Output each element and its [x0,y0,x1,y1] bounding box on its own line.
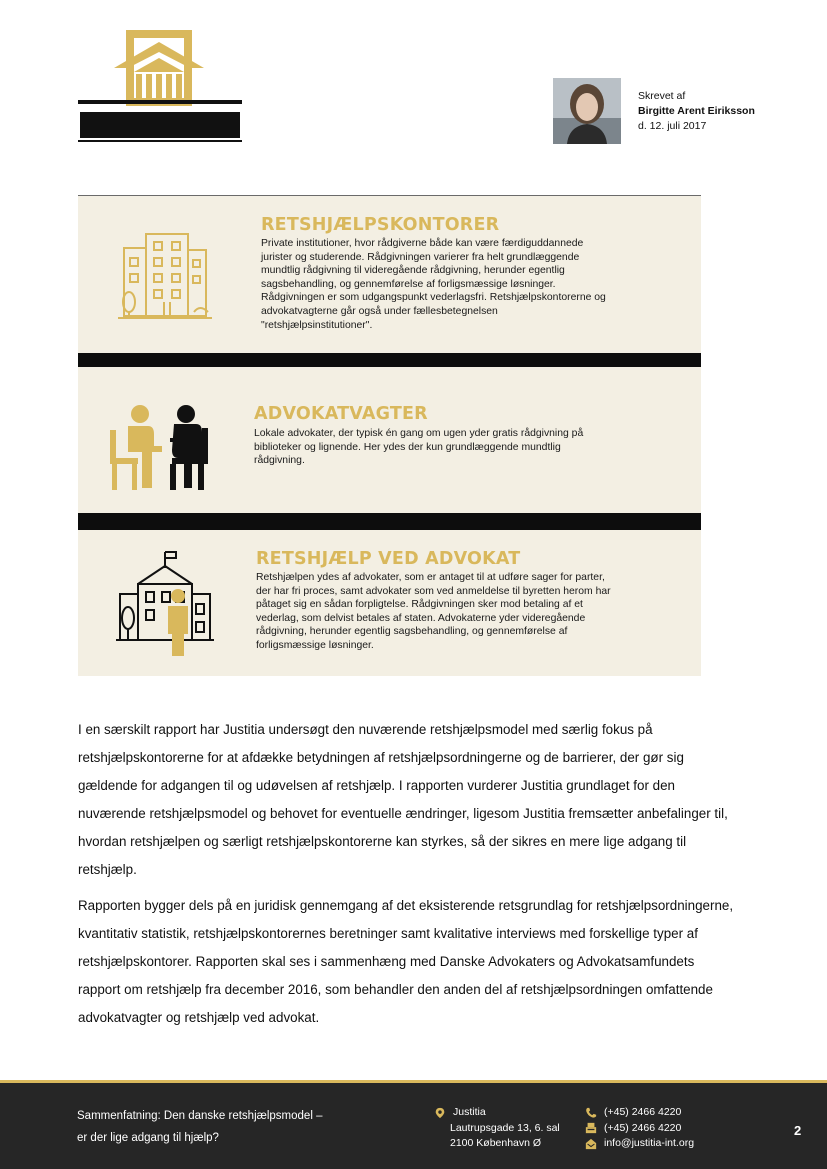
page-number: 2 [794,1123,802,1138]
org-name: Justitia [453,1106,486,1118]
panel-title: ADVOKATVAGTER [254,404,428,424]
email-icon [584,1138,598,1150]
panel-divider [78,513,701,530]
fax-icon [584,1122,598,1134]
panel-description: Private institutioner, hvor rådgiverne både kan være færdiguddannede jurister og studerende. Rådgivningen varierer fra helt grundlæggende mundtlig rådgivning til videregående rådgivning, herunder egentlig sagsbehandling, og gennemførelse af forligsmæssige løsninger. Rådgivningen er som udgangspunkt vederlagsfri. Retshjælpskontorerne og advokatvagterne går også under fællesbetegnelsen "retshjælpsinstitutioner". [261,238,606,331]
footer-contact [584,1105,694,1152]
panel-divider [78,353,701,367]
location-pin-icon [433,1107,447,1119]
email-address[interactable]: info@justitia-int.org [604,1137,695,1149]
office-building-icon [118,232,212,322]
author-label: Skrevet af [638,90,686,102]
publish-date: d. 12. juli 2017 [638,120,707,132]
panel-description: Retshjælpen ydes af advokater, som er antaget til at udføre sager for parter, der har fri proces, samt advokater som ved anmeldelse til byretten herom har påtaget sig en sådan forpligtelse. Rådgivningen sker mod betaling af et vederlag, som delvist betales af staten. Advokaterne yder videregående rådgivning, herunder egentlig sagsbehandling, og gennemførelse af forligsmæssige løsninger. [256,572,611,651]
consultation-people-icon [108,402,220,492]
paragraph: I en særskilt rapport har Justitia undersøgt den nuværende retshjælpsmodel med særlig fokus på retshjælpskontorerne for at afdække betydningen af retshjælpsordningerne og de barrierer, der gør sig gældende for adgangen til og udøvelsen af retshjælp. I rapporten vurderer Justitia grundlaget for den nuværende retshjælpsmodel og behovet for eventuelle ændringer, ligesom Justitia fremsætter anbefalinger til, hvordan retshjælpen og særligt retshjælpskontorerne kan styrkes, så der sikres en mere lige adgang til retshjælp. [78,722,728,877]
panel-description: Lokale advokater, der typisk én gang om ugen yder gratis rådgivning på biblioteker og lignende. Her ydes der kun grundlæggende mundtlig rådgivning. [254,428,584,467]
justitia-logo [78,28,244,144]
paragraph: Rapporten bygger dels på en juridisk gennemgang af det eksisterende retsgrundlag for retshjælpsordningerne, kvantitativ statistik, retshjælpskontorernes beretninger samt kvalitative interviews med forskellige typer af retshjælpskontorer. Rapporten skal ses i sammenhæng med Danske Advokaters og Advokatsamfundets rapport om retshjælp fra december 2016, som behandler den anden del af retshjælpsordningen omfattende advokatvagter og retshjælp ved advokat. [78,898,734,1025]
body-text [78,716,778,1040]
panel-title: RETSHJÆLPSKONTORER [261,215,500,235]
footer-address: Justitia Lautrupsgade 13, 6. sal 2100 København Ø [433,1105,560,1152]
phone-number[interactable]: (+45) 2466 4220 [604,1106,682,1118]
footer-document-title: Sammenfatning: Den danske retshjælpsmodel – er der lige adgang til hjælp? [77,1110,323,1144]
author-name: Birgitte Arent Eiriksson [638,105,755,117]
panel-title: RETSHJÆLP VED ADVOKAT [256,549,521,569]
courthouse-lawyer-icon [116,550,214,658]
author-photo [553,78,621,144]
page-footer [0,1080,827,1169]
author-block [638,89,755,134]
phone-icon [584,1107,598,1119]
fax-number: (+45) 2466 4220 [604,1121,682,1134]
